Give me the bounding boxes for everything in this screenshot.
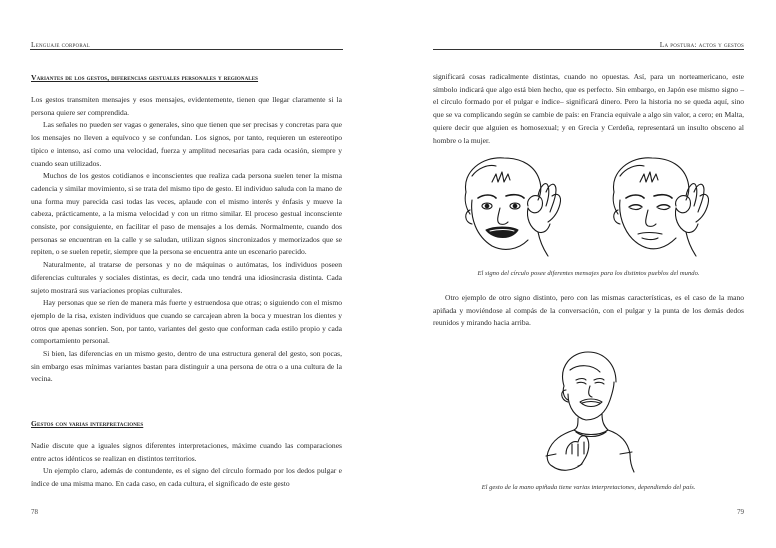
- header-rule-right: [433, 49, 744, 50]
- person-illustration-bunched-hand: [536, 350, 642, 474]
- face-illustration-neutral: [600, 152, 718, 262]
- paragraph: Un ejemplo claro, además de contundente, es el signo del círculo formado por los dedos pulgar e índice de una misma mano. En cada caso, en cada cultura, el significado de este gesto: [31, 466, 342, 489]
- running-head-right: La postura: actos y gestos: [659, 40, 744, 49]
- paragraph: Si bien, las diferencias en un mismo gesto, dentro de una estructura general del gesto, son pocas, sin embargo esas mínimas variantes bastan para distinguir a una persona de otra o a una cultura de la vecina.: [31, 349, 342, 384]
- section-heading-variantes: Variantes de los gestos, diferencias gestuales personales y regionales: [31, 73, 259, 82]
- figure-caption-bunched-hand: El gesto de la mano apiñada tiene varias interpretaciones, dependiendo del país.: [481, 484, 696, 491]
- paragraph: Hay personas que se ríen de manera más fuerte y estruendosa que otras; o siguiendo con el mismo ejemplo de la risa, existen individuos que cuando se carcajean abren la boca y muestran los dientes y otros que apenas sonríen. Son, por tanto, variantes del gesto que conforman cada estilo propio y cada comportamiento personal.: [31, 298, 342, 346]
- section-body-interpretaciones: [31, 440, 342, 491]
- header-rule-left: [30, 49, 343, 50]
- page-number-right: 79: [737, 508, 744, 516]
- figure-circle-sign-smiling: [452, 152, 570, 262]
- right-page: [388, 0, 776, 548]
- second-example-paragraph: [433, 292, 744, 330]
- paragraph: Los gestos transmiten mensajes y esos mensajes, evidentemente, tienen que llegar claramente si la persona quiere ser comprendida.: [31, 95, 342, 117]
- paragraph: Nadie discute que a iguales signos diferentes interpretaciones, máxime cuando las comparaciones entre actos idénticos se realizan en distintos territorios.: [31, 441, 342, 463]
- paragraph: Otro ejemplo de otro signo distinto, pero con las mismas características, es el caso de la mano apiñada y moviéndose al compás de la conversación, con el pulgar y la punta de los demás dedos reunidos y mirando hacia arriba.: [433, 293, 744, 328]
- paragraph: Naturalmente, al tratarse de personas y no de máquinas o autómatas, los individuos poseen diferencias culturales y sociales distintas, es decir, cada uno tendrá una idiosincrasia distinta. Cada sujeto mostrará sus variaciones propias culturales.: [31, 260, 342, 295]
- figure-caption-circle-sign: El signo del círculo posee diferentes mensajes para los distintos pueblos del mundo.: [477, 270, 700, 277]
- figure-circle-sign-neutral: [600, 152, 718, 262]
- continued-paragraph: [433, 71, 744, 147]
- paragraph: Las señales no pueden ser vagas o generales, sino que tienen que ser precisas y concretas para que los mensajes no lleven a equívoco y se confundan. Los signos, por tanto, requieren un estereotipo típico e intenso, así como una velocidad, fuerza y amplitud necesarias para cada ocasión, siempre y cuando sean utilizados.: [31, 120, 342, 168]
- paragraph: significará cosas radicalmente distintas, cuando no opuestas. Así, para un norteamericano, este símbolo indicará que algo está bien hecho, que es perfecto. Sin embargo, en Japón ese mismo signo –el círculo formado por el pulgar e índice– significará dinero. Pero la historia no se queda aquí, sino que se va complicando según se cambie de país: en Francia equivale a algo sin valor, a cero; en Malta, quiere decir que alguien es homosexual; y en Grecia y Cerdeña, representará un insulto obsceno al hombre o la mujer.: [433, 72, 744, 145]
- section-heading-interpretaciones: Gestos con varias interpretaciones: [31, 419, 144, 428]
- face-illustration-smiling: [452, 152, 570, 262]
- section-body-variantes: [31, 94, 342, 386]
- paragraph: Muchos de los gestos cotidianos e inconscientes que realiza cada persona suelen tener la misma cadencia y similar movimiento, si se trata del mismo tipo de gesto. El individuo saluda con la mano de una forma muy parecida casi todas las veces, aplaude con el mismo interés y énfasis y mueve la cabeza, prácticamente, a la misma velocidad y con un ritmo similar. El proceso gestual inconsciente consiste, por consiguiente, en facilitar el paso de mensajes a los demás. Normalmente, cuando dos personas se encuentran en la calle y se saludan, utilizan signos sincronizados y memorizados que se repiten, o se suelen repetir, siempre que la persona se encuentra ante un escenario parecido.: [31, 171, 342, 257]
- running-head-left: Lenguaje corporal: [31, 40, 90, 49]
- figure-bunched-hand: [536, 350, 642, 474]
- page-number-left: 78: [31, 508, 38, 516]
